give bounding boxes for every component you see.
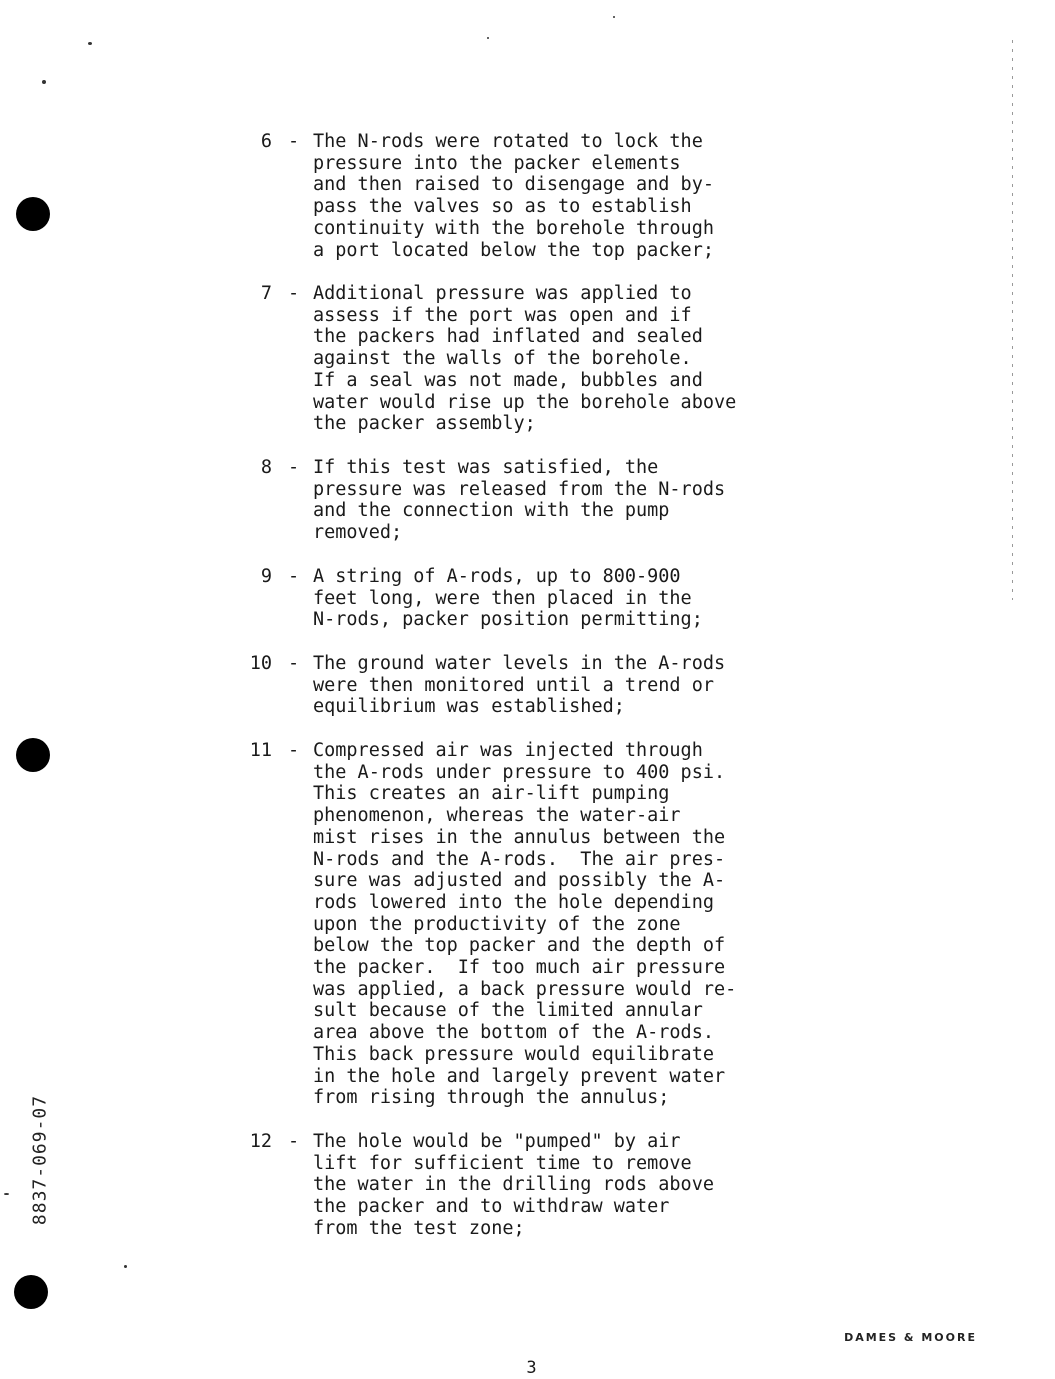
text-line: The ground water levels in the A-rods xyxy=(313,653,726,674)
text-line: upon the productivity of the zone xyxy=(313,913,681,935)
text-line: pass the valves so as to establish xyxy=(313,196,692,218)
text-line: the packer. If too much air pressure xyxy=(313,957,726,979)
binder-hole-top xyxy=(16,197,50,231)
text-line: the packer assembly; xyxy=(313,413,536,435)
item-text xyxy=(313,566,833,631)
item-number: 12 xyxy=(249,1131,272,1152)
item-dash: - xyxy=(288,1131,300,1152)
binder-hole-bottom xyxy=(14,1275,48,1309)
text-line: mist rises in the annulus between the xyxy=(313,826,726,848)
item-number: 7 xyxy=(260,283,272,304)
footer-logo: DAMES & MOORE xyxy=(844,1331,977,1344)
text-line: and then raised to disengage and by- xyxy=(313,174,714,196)
document-code: 8837-069-07 xyxy=(29,1094,51,1226)
item-text xyxy=(313,1131,833,1240)
item-text xyxy=(313,653,833,718)
item-dash: - xyxy=(288,457,300,478)
text-line: removed; xyxy=(313,522,403,544)
text-line: the packer and to withdraw water xyxy=(313,1196,670,1218)
text-line: were then monitored until a trend or xyxy=(313,674,714,696)
text-line: against the walls of the borehole. xyxy=(313,348,692,370)
text-line: a port located below the top packer; xyxy=(313,239,714,261)
text-line: The hole would be "pumped" by air xyxy=(313,1131,681,1152)
text-line: below the top packer and the depth of xyxy=(313,935,726,957)
text-line: sure was adjusted and possibly the A- xyxy=(313,870,726,892)
text-line: assess if the port was open and if xyxy=(313,304,692,326)
text-line: If this test was satisfied, the xyxy=(313,457,659,478)
item-text xyxy=(313,283,833,435)
scan-speck xyxy=(88,42,92,45)
item-dash: - xyxy=(288,740,300,761)
item-text xyxy=(313,457,833,544)
item-dash: - xyxy=(288,566,300,587)
text-line: area above the bottom of the A-rods. xyxy=(313,1022,714,1044)
item-text xyxy=(313,131,833,261)
item-dash: - xyxy=(288,653,300,674)
text-line: This back pressure would equilibrate xyxy=(313,1043,714,1065)
text-line: pressure was released from the N-rods xyxy=(313,478,726,500)
text-line: phenomenon, whereas the water-air xyxy=(313,805,681,827)
item-number: 11 xyxy=(249,740,272,761)
text-line: the A-rods under pressure to 400 psi. xyxy=(313,761,726,783)
page-number: 3 xyxy=(526,1358,537,1378)
text-line: feet long, were then placed in the xyxy=(313,587,692,609)
text-line: N-rods, packer position permitting; xyxy=(313,609,703,631)
scan-speck xyxy=(42,80,46,84)
scan-speck xyxy=(4,1193,9,1195)
text-line: equilibrium was established; xyxy=(313,696,625,718)
text-line: Additional pressure was applied to xyxy=(313,283,692,304)
text-line: from the test zone; xyxy=(313,1217,525,1239)
text-line: rods lowered into the hole depending xyxy=(313,891,714,913)
text-line: the water in the drilling rods above xyxy=(313,1174,714,1196)
text-line: The N-rods were rotated to lock the xyxy=(313,131,703,152)
item-number: 9 xyxy=(260,566,272,587)
text-line: N-rods and the A-rods. The air pres- xyxy=(313,848,726,870)
text-line: A string of A-rods, up to 800-900 xyxy=(313,566,681,587)
text-line: pressure into the packer elements xyxy=(313,152,681,174)
scan-speck xyxy=(124,1265,127,1268)
item-number: 10 xyxy=(249,653,272,674)
text-line: sult because of the limited annular xyxy=(313,1000,703,1022)
item-number: 8 xyxy=(260,457,272,478)
text-line: If a seal was not made, bubbles and xyxy=(313,369,703,391)
item-dash: - xyxy=(288,131,300,152)
text-line: water would rise up the borehole above xyxy=(313,391,737,413)
text-line: and the connection with the pump xyxy=(313,500,670,522)
text-line: This creates an air-lift pumping xyxy=(313,783,670,805)
item-dash: - xyxy=(288,283,300,304)
text-line: continuity with the borehole through xyxy=(313,217,714,239)
text-line: was applied, a back pressure would re- xyxy=(313,978,737,1000)
scan-edge xyxy=(1012,40,1013,600)
text-line: in the hole and largely prevent water xyxy=(313,1065,726,1087)
text-line: Compressed air was injected through xyxy=(313,740,703,761)
binder-hole-middle xyxy=(16,738,50,772)
item-number: 6 xyxy=(260,131,272,152)
item-text xyxy=(313,740,833,1109)
text-line: the packers had inflated and sealed xyxy=(313,326,703,348)
text-line: lift for sufficient time to remove xyxy=(313,1152,692,1174)
scan-speck xyxy=(487,37,489,39)
scan-speck xyxy=(613,16,615,18)
text-line: from rising through the annulus; xyxy=(313,1087,670,1109)
